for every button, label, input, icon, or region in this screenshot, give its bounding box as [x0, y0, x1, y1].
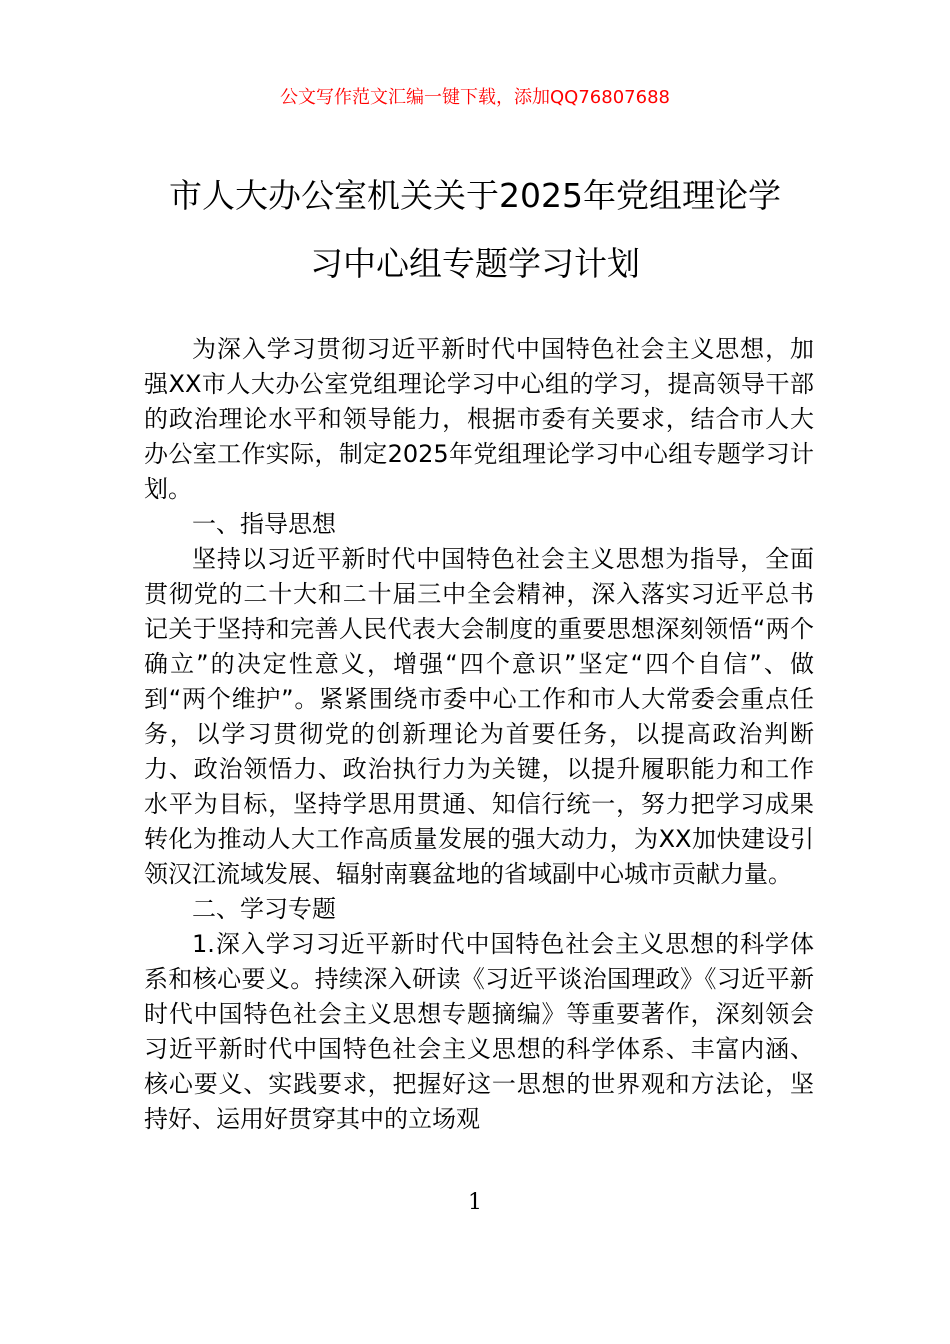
section-heading-guiding-thought: 一、指导思想 [192, 510, 336, 538]
page-number: 1 [468, 1190, 482, 1215]
download-note: 公文写作范文汇编一键下载，添加QQ76807688 [280, 87, 670, 108]
section-heading-study-topics: 二、学习专题 [192, 895, 336, 923]
document-title-line-1: 市人大办公室机关关于2025年党组理论学 [169, 176, 781, 215]
guiding-thought-paragraph: 坚持以习近平新时代中国特色社会主义思想为指导，全面贯彻党的二十大和二十届三中全会精神，深入落实习近平总书记关于坚持和完善人民代表大会制度的重要思想深刻领悟“两个确立”的决定性意义，增强“四个意识”坚定“四个自信”、做到“两个维护”。紧紧围绕市委中心工作和市人大常委会重点任务，以学习贯彻党的创新理论为首要任务，以提高政治判断力、政治领悟力、政治执行力为关键，以提升履职能力和工作水平为目标，坚持学思用贯通、知信行统一，努力把学习成果转化为推动人大工作高质量发展的强大动力，为XX加快建设引领汉江流域发展、辐射南襄盆地的省域副中心城市贡献力量。 [144, 545, 814, 888]
intro-paragraph: 为深入学习贯彻习近平新时代中国特色社会主义思想，加强XX市人大办公室党组理论学习中心组的学习，提高领导干部的政治理论水平和领导能力，根据市委有关要求，结合市人大办公室工作实际，制定2025年党组理论学习中心组专题学习计划。 [144, 335, 814, 503]
study-topic-1-paragraph: 1.深入学习习近平新时代中国特色社会主义思想的科学体系和核心要义。持续深入研读《习近平谈治国理政》《习近平新时代中国特色社会主义思想专题摘编》等重要著作，深刻领会习近平新时代中国特色社会主义思想的科学体系、丰富内涵、核心要义、实践要求，把握好这一思想的世界观和方法论，坚持好、运用好贯穿其中的立场观 [144, 930, 814, 1133]
document-title-line-2: 习中心组专题学习计划 [310, 244, 640, 283]
document-body [144, 332, 814, 1137]
